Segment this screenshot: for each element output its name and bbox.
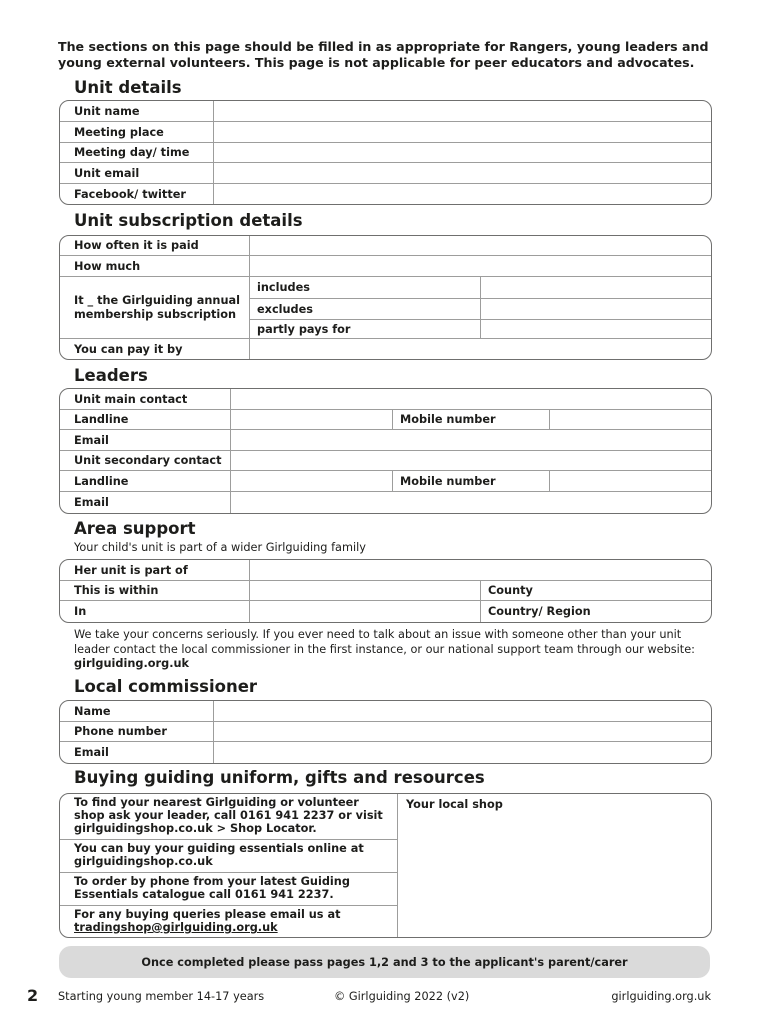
concerns-link[interactable]: girlguiding.org.uk — [74, 657, 190, 670]
mobile-label: Mobile number — [393, 410, 550, 429]
table-row — [60, 122, 711, 143]
table-row — [60, 742, 711, 763]
row-label: Meeting day/ time — [60, 143, 214, 162]
meeting-place-field[interactable] — [214, 122, 711, 142]
row-label: How often it is paid — [60, 236, 250, 255]
table-row — [60, 256, 711, 277]
row-label: Phone number — [60, 722, 214, 741]
shop-email-link[interactable]: tradingshop@girlguiding.org.uk — [74, 921, 278, 934]
county-label: County — [488, 584, 533, 597]
option-row — [250, 299, 711, 320]
area-subtitle: Your child's unit is part of a wider Girlguiding family — [74, 541, 366, 554]
footer-website: girlguiding.org.uk — [611, 990, 711, 1003]
mobile-label: Mobile number — [393, 471, 550, 491]
concerns-paragraph — [74, 628, 714, 672]
table-row — [60, 143, 711, 163]
row-label: Meeting place — [60, 122, 214, 142]
row-label: Email — [60, 430, 231, 450]
landline-field[interactable] — [231, 471, 393, 491]
landline-field[interactable] — [231, 410, 393, 429]
table-row — [60, 471, 711, 492]
option-excludes[interactable]: excludes — [250, 299, 481, 319]
row-label: Email — [60, 492, 231, 513]
table-row — [60, 410, 711, 430]
row-label: Unit email — [60, 163, 214, 183]
pass-note: Once completed please pass pages 1,2 and 3 to the applicant's parent/carer — [141, 955, 628, 969]
table-row — [60, 101, 711, 122]
main-email-field[interactable] — [231, 430, 711, 450]
table-row — [60, 430, 711, 451]
table-row — [60, 601, 711, 622]
table-row — [60, 701, 711, 722]
local-shop-label: Your local shop — [406, 798, 503, 811]
row-label: Unit main contact — [60, 389, 231, 409]
option-row — [250, 320, 711, 338]
main-contact-field[interactable] — [231, 389, 711, 409]
area-title: Area support — [74, 519, 196, 538]
page-number: 2 — [27, 986, 39, 1005]
shop-info — [60, 794, 398, 937]
how-often-field[interactable] — [250, 236, 711, 255]
unit-details-title: Unit details — [74, 78, 182, 97]
table-row — [60, 339, 711, 359]
table-row — [60, 236, 711, 256]
row-label: Her unit is part of — [60, 560, 250, 580]
shop-info-item: To find your nearest Girlguiding or volunteer shop ask your leader, call 0161 941 2237 or visit girlguidingshop.co.uk > Shop Locator. — [60, 794, 397, 840]
shop-email-prefix: For any buying queries please email us at — [74, 908, 341, 921]
pay-by-field[interactable] — [250, 339, 711, 359]
row-label: Landline — [60, 410, 231, 429]
commissioner-phone-field[interactable] — [214, 722, 711, 741]
table-row — [60, 163, 711, 184]
table-row — [60, 277, 711, 339]
meeting-time-field[interactable] — [214, 143, 711, 162]
unit-email-field[interactable] — [214, 163, 711, 183]
commissioner-name-field[interactable] — [214, 701, 711, 721]
secondary-email-field[interactable] — [231, 492, 711, 513]
unit-details-table — [59, 100, 712, 205]
commissioner-title: Local commissioner — [74, 677, 258, 696]
local-shop-field[interactable] — [398, 794, 711, 937]
table-row — [60, 184, 711, 204]
row-label: Unit secondary contact — [60, 451, 231, 470]
mobile-field[interactable] — [550, 471, 711, 491]
leaders-title: Leaders — [74, 366, 148, 385]
option-includes-field[interactable] — [481, 277, 711, 298]
row-label: Landline — [60, 471, 231, 491]
subscription-table — [59, 235, 712, 360]
row-label: This is within — [60, 581, 250, 600]
intro-text: The sections on this page should be filled in as appropriate for Rangers, young leaders and young external volunteers. This page is not applicable for peer educators and advocates. — [58, 39, 709, 70]
option-excludes-field[interactable] — [481, 299, 711, 319]
shop-title: Buying guiding uniform, gifts and resources — [74, 768, 485, 787]
commissioner-email-field[interactable] — [214, 742, 711, 763]
mobile-field[interactable] — [550, 410, 711, 429]
option-partly[interactable]: partly pays for — [250, 320, 481, 338]
pass-note-bar — [59, 946, 710, 978]
row-label: Name — [60, 701, 214, 721]
shop-info-item — [60, 906, 397, 937]
footer-title: Starting young member 14-17 years — [58, 990, 265, 1003]
commissioner-table — [59, 700, 712, 764]
country-label: Country/ Region — [488, 605, 591, 618]
table-row — [60, 451, 711, 471]
table-row — [60, 581, 711, 601]
shop-info-item: To order by phone from your latest Guiding Essentials catalogue call 0161 941 2237. — [60, 873, 397, 906]
secondary-contact-field[interactable] — [231, 451, 711, 470]
option-partly-field[interactable] — [481, 320, 711, 338]
membership-options — [250, 277, 711, 338]
row-label: Facebook/ twitter — [60, 184, 214, 204]
table-row — [60, 722, 711, 742]
within-field[interactable] — [250, 581, 481, 600]
concerns-text: We take your concerns seriously. If you ever need to talk about an issue with someone other than your unit leader contact the local commissioner in the first instance, or our national support team through our website: — [74, 628, 695, 656]
table-row — [60, 492, 711, 513]
social-field[interactable] — [214, 184, 711, 204]
shop-table — [59, 793, 712, 938]
row-label: In — [60, 601, 250, 622]
option-row — [250, 277, 711, 299]
row-label: Email — [60, 742, 214, 763]
row-label: How much — [60, 256, 250, 276]
subscription-title: Unit subscription details — [74, 211, 303, 230]
table-row — [60, 560, 711, 581]
row-label: Unit name — [60, 101, 214, 121]
leaders-table — [59, 388, 712, 514]
option-includes[interactable]: includes — [250, 277, 481, 298]
table-row — [60, 389, 711, 410]
shop-info-item: You can buy your guiding essentials online at girlguidingshop.co.uk — [60, 840, 397, 873]
how-much-field[interactable] — [250, 256, 711, 276]
row-label: You can pay it by — [60, 339, 250, 359]
part-of-field[interactable] — [250, 560, 711, 580]
unit-name-field[interactable] — [214, 101, 711, 121]
area-table — [59, 559, 712, 623]
in-field[interactable] — [250, 601, 481, 622]
footer-copyright: © Girlguiding 2022 (v2) — [334, 990, 470, 1003]
membership-label: It _ the Girlguiding annual membership subscription — [60, 277, 250, 338]
